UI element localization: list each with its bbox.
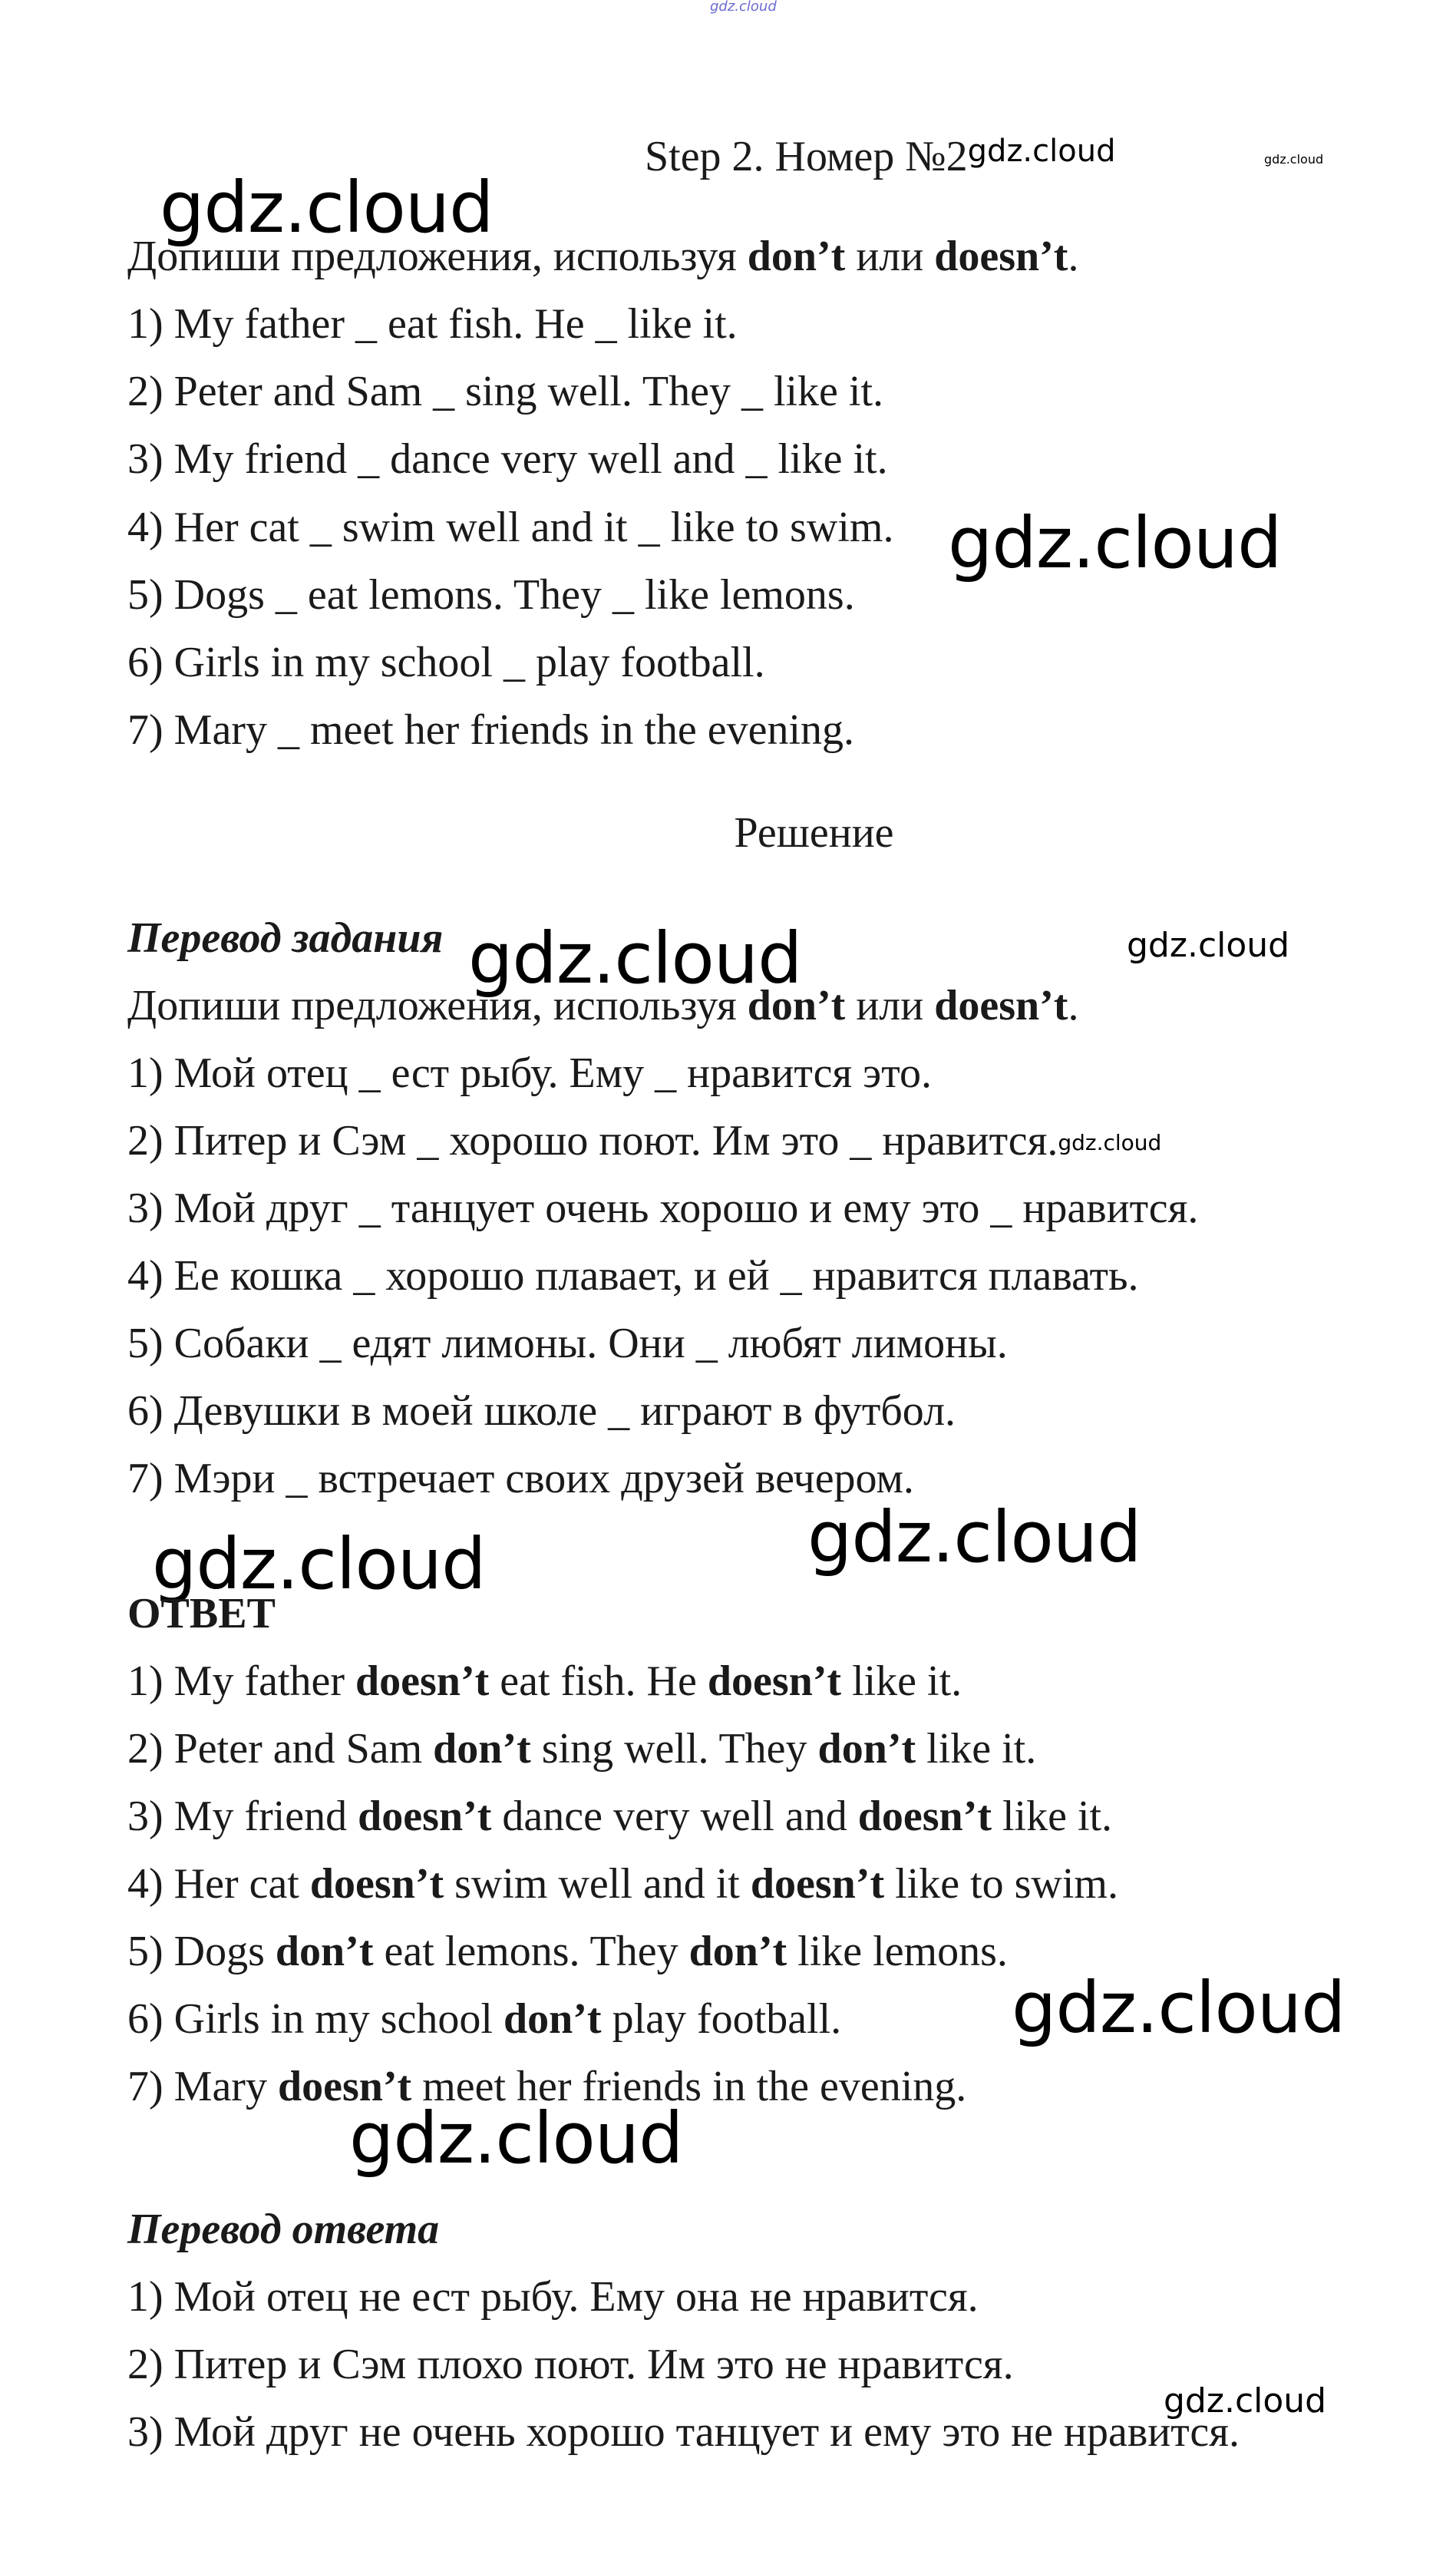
- instruction-bold-dont: don’t: [747, 233, 846, 280]
- answer-text: 3) My friend: [127, 1793, 358, 1840]
- answer-text: eat lemons. They: [373, 1928, 689, 1975]
- answer-text: like it.: [991, 1793, 1113, 1840]
- answer-text: 1) My father: [127, 1657, 356, 1705]
- instruction-text: или: [845, 982, 935, 1029]
- translation-item: 7) Мэри _ встречает своих друзей вечером.: [127, 1455, 914, 1502]
- watermark-big: gdz.cloud: [349, 2097, 683, 2179]
- watermark-big: gdz.cloud: [948, 502, 1282, 584]
- translation-heading: Перевод задания: [127, 914, 444, 962]
- task-item: 6) Girls in my school _ play football.: [127, 639, 765, 686]
- title-text: Step 2. Номер №2: [645, 133, 968, 180]
- answer-translation-item: 3) Мой друг не очень хорошо танцует и ему это не нравится.: [127, 2408, 1240, 2456]
- answer-text: eat fish. He: [489, 1657, 708, 1705]
- watermark-mid: gdz.cloud: [1164, 2381, 1327, 2420]
- instruction-bold-dont: don’t: [747, 982, 846, 1029]
- answer-item: [127, 1994, 841, 2044]
- answer-item: [127, 1657, 962, 1706]
- instruction-text: Допиши предложения, используя: [127, 982, 748, 1029]
- answer-bold: doesn’t: [309, 1860, 444, 1908]
- answer-text: like it.: [841, 1657, 962, 1705]
- translation-item: 1) Мой отец _ ест рыбу. Ему _ нравится это.: [127, 1049, 932, 1097]
- answer-text: swim well and it: [444, 1860, 751, 1908]
- answer-item: [127, 1859, 1118, 1908]
- watermark-big: gdz.cloud: [160, 167, 494, 249]
- answer-bold: don’t: [817, 1725, 916, 1773]
- translation-item: 5) Собаки _ едят лимоны. Они _ любят лимоны.: [127, 1320, 1008, 1367]
- answer-bold: doesn’t: [358, 1793, 492, 1840]
- answer-text: like to swim.: [884, 1860, 1118, 1908]
- answer-item: [127, 1927, 1008, 1976]
- answer-translation-heading: Перевод ответа: [127, 2206, 440, 2253]
- instruction-bold-doesnt: doesn’t: [934, 982, 1068, 1029]
- answer-text: 2) Peter and Sam: [127, 1725, 434, 1773]
- page-title: [645, 132, 1115, 181]
- watermark-big: gdz.cloud: [468, 917, 802, 1000]
- task-item: 2) Peter and Sam _ sing well. They _ like it.: [127, 368, 884, 415]
- instruction-text: или: [845, 233, 935, 280]
- translation-instruction: [127, 981, 1078, 1030]
- watermark-title: gdz.cloud: [967, 134, 1116, 169]
- answer-text: 6) Girls in my school: [127, 1995, 503, 2043]
- answer-translation-item: 2) Питер и Сэм плохо поют. Им это не нравится.: [127, 2341, 1014, 2388]
- answer-bold: don’t: [433, 1725, 531, 1773]
- task-item: 4) Her cat _ swim well and it _ like to swim.: [127, 504, 894, 551]
- instruction-bold-doesnt: doesn’t: [934, 233, 1068, 280]
- answer-bold: don’t: [275, 1928, 374, 1975]
- watermark-small: gdz.cloud: [1058, 1130, 1162, 1155]
- answer-text: like lemons.: [787, 1928, 1008, 1975]
- answer-text: 4) Her cat: [127, 1860, 310, 1908]
- answer-item: [127, 1724, 1036, 1773]
- translation-item: 3) Мой друг _ танцует очень хорошо и ему это _ нравится.: [127, 1185, 1199, 1232]
- watermark-big: gdz.cloud: [807, 1496, 1141, 1578]
- answer-translation-item: 1) Мой отец не ест рыбу. Ему она не нравится.: [127, 2273, 979, 2321]
- answer-text: sing well. They: [530, 1725, 818, 1773]
- answer-text: meet her friends in the evening.: [411, 2063, 967, 2110]
- answer-heading: ОТВЕТ: [127, 1590, 276, 1637]
- instruction-text: .: [1068, 982, 1079, 1029]
- answer-item: [127, 1792, 1112, 1841]
- instruction-text: .: [1068, 233, 1079, 280]
- answer-text: like it.: [916, 1725, 1037, 1773]
- answer-text: dance very well and: [491, 1793, 858, 1840]
- translation-item: 4) Ее кошка _ хорошо плавает, и ей _ нравится плавать.: [127, 1252, 1139, 1300]
- answer-bold: don’t: [688, 1928, 787, 1975]
- answer-text: 5) Dogs: [127, 1928, 276, 1975]
- watermark-corner: gdz.cloud: [1264, 152, 1324, 167]
- answer-text: play football.: [601, 1995, 842, 2043]
- answer-bold: doesn’t: [750, 1860, 885, 1908]
- answer-bold: doesn’t: [707, 1657, 842, 1705]
- watermark-big: gdz.cloud: [1012, 1967, 1345, 2049]
- task-item: 5) Dogs _ eat lemons. They _ like lemons.: [127, 571, 855, 619]
- answer-text: 7) Mary: [127, 2063, 278, 2110]
- translation-item-text: 2) Питер и Сэм _ хорошо поют. Им это _ нравится.: [127, 1117, 1058, 1165]
- task-instruction: [127, 232, 1078, 281]
- watermark-mid: gdz.cloud: [1127, 926, 1290, 965]
- task-item: 7) Mary _ meet her friends in the evening.: [127, 706, 855, 754]
- answer-bold: doesn’t: [857, 1793, 992, 1840]
- task-item: 3) My friend _ dance very well and _ like it.: [127, 435, 888, 483]
- instruction-text: Допиши предложения, используя: [127, 233, 748, 280]
- solution-heading: Решение: [734, 809, 894, 857]
- answer-bold: don’t: [503, 1995, 602, 2043]
- watermark-top: gdz.cloud: [710, 0, 777, 15]
- watermark-big: gdz.cloud: [152, 1523, 486, 1605]
- answer-bold: doesn’t: [277, 2063, 412, 2110]
- translation-item: [127, 1116, 1161, 1165]
- task-item: 1) My father _ eat fish. He _ like it.: [127, 300, 738, 348]
- answer-bold: doesn’t: [355, 1657, 490, 1705]
- translation-item: 6) Девушки в моей школе _ играют в футбол.: [127, 1387, 956, 1435]
